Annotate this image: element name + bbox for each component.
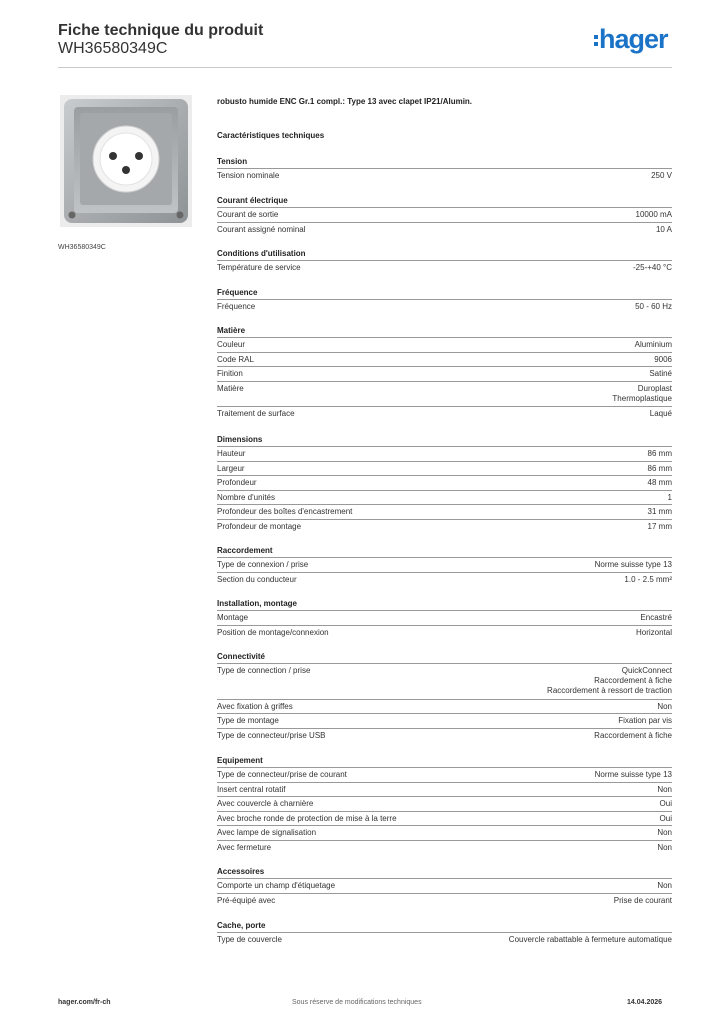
- spec-label: Code RAL: [217, 354, 254, 364]
- spec-value-line: Oui: [659, 799, 672, 809]
- spec-value-line: Satiné: [649, 369, 672, 379]
- spec-value: [635, 340, 672, 350]
- spec-value: [595, 770, 672, 780]
- spec-value-line: Aluminium: [634, 340, 672, 349]
- spec-row: [217, 878, 672, 894]
- spec-value-line: 31 mm: [647, 507, 672, 517]
- spec-value-line: Thermoplastique: [612, 393, 672, 403]
- spec-row: [217, 446, 672, 462]
- spec-label: Type de connexion / prise: [217, 560, 309, 569]
- spec-value: [635, 302, 672, 312]
- spec-row: [217, 728, 672, 744]
- spec-label: Température de service: [217, 263, 301, 272]
- spec-value: [656, 225, 672, 235]
- spec-row: [217, 557, 672, 573]
- spec-row: [217, 572, 672, 588]
- spec-row: [217, 299, 672, 315]
- section-title: Conditions d'utilisation: [217, 249, 306, 258]
- spec-value-line: 1.0 - 2.5 mm²: [624, 574, 672, 584]
- section-title: Tension: [217, 157, 248, 166]
- spec-label: Pré-équipé avec: [217, 895, 276, 905]
- spec-label: Montage: [217, 613, 249, 622]
- spec-label: Type de connecteur/prise de courant: [217, 770, 347, 779]
- spec-row: [217, 811, 672, 827]
- spec-value-line: Oui: [659, 813, 672, 823]
- spec-value: [636, 628, 672, 638]
- spec-label: Avec fermeture: [217, 843, 272, 852]
- spec-row: [217, 782, 672, 798]
- spec-label: Avec broche ronde de protection de mise à la terre: [217, 813, 397, 823]
- spec-label: Tension nominale: [217, 171, 280, 180]
- spec-label: Profondeur des boîtes d'encastrement: [217, 507, 353, 517]
- image-caption: WH36580349C: [58, 244, 106, 251]
- spec-value: [648, 464, 672, 474]
- spec-label: Position de montage/connexion: [217, 627, 329, 637]
- spec-value: [648, 449, 672, 459]
- spec-value-line: Couvercle rabattable à fermeture automatique: [508, 935, 672, 944]
- spec-value: [648, 507, 672, 517]
- product-code: WH36580349C: [58, 40, 168, 57]
- spec-value-line: 9006: [654, 354, 672, 364]
- spec-value-line: Laqué: [649, 409, 672, 418]
- spec-value: [509, 935, 672, 945]
- spec-row: [217, 352, 672, 368]
- spec-value: [547, 666, 672, 696]
- spec-value-line: 10 A: [655, 224, 672, 234]
- spec-row: [217, 840, 672, 856]
- spec-row: [217, 260, 672, 276]
- spec-row: [217, 207, 672, 223]
- spec-value-line: Non: [657, 828, 672, 838]
- spec-value-line: Raccordement à fiche: [594, 731, 672, 740]
- spec-value-line: Raccordement à ressort de traction: [547, 686, 672, 695]
- spec-value-line: Encastré: [640, 613, 672, 622]
- section-title: Courant électrique: [217, 196, 288, 205]
- footer-disclaimer: Sous réserve de modifications techniques: [292, 999, 422, 1006]
- spec-row: [217, 796, 672, 812]
- spec-value-line: Non: [657, 701, 672, 711]
- spec-label: Insert central rotatif: [217, 784, 286, 794]
- spec-value: [595, 560, 672, 570]
- spec-value: [649, 369, 672, 379]
- spec-value: [657, 702, 672, 712]
- spec-value: [618, 716, 672, 726]
- spec-row: [217, 222, 672, 238]
- spec-label: Avec fixation à griffes: [217, 701, 293, 711]
- spec-value: [636, 210, 672, 220]
- logo-text: hager: [599, 24, 668, 54]
- spec-value-line: 17 mm: [647, 522, 672, 531]
- spec-row: [217, 825, 672, 841]
- spec-value: [614, 896, 672, 906]
- spec-row: [217, 713, 672, 729]
- page-title: Fiche technique du produit: [58, 22, 264, 39]
- spec-value: [648, 478, 672, 488]
- spec-value-line: 10000 mA: [635, 210, 672, 219]
- spec-value: [660, 799, 672, 809]
- spec-value-line: Non: [657, 784, 672, 794]
- spec-value: [657, 881, 672, 891]
- spec-label: Hauteur: [217, 449, 246, 458]
- spec-row: [217, 461, 672, 477]
- spec-value: [654, 355, 672, 365]
- spec-label: Type de montage: [217, 716, 279, 726]
- spec-label: Avec couvercle à charnière: [217, 799, 314, 809]
- spec-row: [217, 610, 672, 626]
- spec-value-line: 86 mm: [647, 463, 672, 473]
- spec-value-line: Fixation par vis: [618, 716, 672, 726]
- spec-row: [217, 366, 672, 382]
- spec-row: [217, 381, 672, 407]
- specs-heading: Caractéristiques techniques: [217, 131, 325, 140]
- spec-value-line: 86 mm: [647, 449, 672, 458]
- spec-value: [612, 384, 672, 404]
- spec-value-line: Horizontal: [635, 627, 672, 637]
- spec-value: [651, 171, 672, 181]
- spec-row: [217, 490, 672, 506]
- spec-value: [648, 522, 672, 532]
- section-title: Dimensions: [217, 435, 263, 444]
- header-divider: [58, 67, 672, 68]
- spec-row: [217, 663, 672, 700]
- spec-label: Fréquence: [217, 302, 256, 311]
- spec-row: [217, 168, 672, 184]
- footer-website[interactable]: hager.com/fr-ch: [58, 999, 111, 1006]
- footer-date: 14.04.2026: [627, 999, 663, 1006]
- spec-value-line: 250 V: [651, 171, 672, 180]
- spec-label: Courant de sortie: [217, 210, 279, 219]
- spec-value: [657, 828, 672, 838]
- spec-value: [633, 263, 672, 273]
- spec-row: [217, 519, 672, 535]
- spec-value-line: QuickConnect: [621, 666, 672, 675]
- spec-label: Largeur: [217, 463, 245, 473]
- spec-value: [668, 493, 672, 503]
- section-title: Raccordement: [217, 546, 273, 555]
- spec-value-line: Norme suisse type 13: [594, 560, 672, 569]
- section-title: Installation, montage: [217, 599, 298, 608]
- spec-label: Profondeur: [217, 478, 257, 488]
- spec-row: [217, 504, 672, 520]
- spec-label: Type de couvercle: [217, 935, 282, 944]
- spec-value: [657, 843, 672, 853]
- spec-value-line: Non: [657, 881, 672, 890]
- product-description: robusto humide ENC Gr.1 compl.: Type 13 avec clapet IP21/Alumin.: [217, 97, 473, 106]
- spec-row: [217, 406, 672, 422]
- spec-label: Courant assigné nominal: [217, 224, 306, 234]
- spec-row: [217, 699, 672, 715]
- spec-value-line: -25-+40 °C: [633, 263, 672, 272]
- spec-row: [217, 475, 672, 491]
- spec-row: [217, 625, 672, 641]
- spec-value: [640, 613, 672, 623]
- spec-value: [594, 731, 672, 741]
- spec-value-line: Non: [657, 843, 672, 852]
- spec-row: [217, 893, 672, 909]
- spec-value-line: Raccordement à fiche: [594, 676, 672, 685]
- spec-value-line: Norme suisse type 13: [594, 770, 672, 779]
- spec-value: [650, 409, 672, 419]
- hager-logo: [594, 26, 668, 53]
- spec-label: Matière: [217, 383, 244, 393]
- spec-row: [217, 932, 672, 948]
- spec-value: [624, 575, 672, 585]
- section-title: Accessoires: [217, 867, 265, 876]
- spec-value: [660, 814, 672, 824]
- spec-label: Finition: [217, 369, 243, 379]
- spec-label: Traitement de surface: [217, 409, 295, 418]
- spec-value-line: 50 - 60 Hz: [635, 302, 672, 311]
- spec-value-line: Duroplast: [637, 383, 672, 393]
- spec-label: Type de connecteur/prise USB: [217, 731, 326, 740]
- spec-label: Avec lampe de signalisation: [217, 828, 317, 838]
- product-image: [60, 95, 192, 227]
- section-title: Cache, porte: [217, 921, 266, 930]
- spec-label: Couleur: [217, 340, 246, 349]
- spec-row: [217, 337, 672, 353]
- section-title: Matière: [217, 326, 246, 335]
- spec-value: [657, 785, 672, 795]
- spec-value-line: Prise de courant: [613, 895, 672, 905]
- spec-value-line: 1: [667, 492, 672, 502]
- spec-label: Section du conducteur: [217, 574, 297, 584]
- spec-label: Nombre d'unités: [217, 492, 275, 502]
- section-title: Fréquence: [217, 288, 258, 297]
- spec-value-line: 48 mm: [647, 478, 672, 488]
- spec-label: Profondeur de montage: [217, 522, 302, 531]
- spec-row: [217, 767, 672, 783]
- section-title: Connectivité: [217, 652, 266, 661]
- section-title: Equipement: [217, 756, 263, 765]
- spec-label: Type de connection / prise: [217, 666, 311, 675]
- spec-label: Comporte un champ d'étiquetage: [217, 881, 336, 890]
